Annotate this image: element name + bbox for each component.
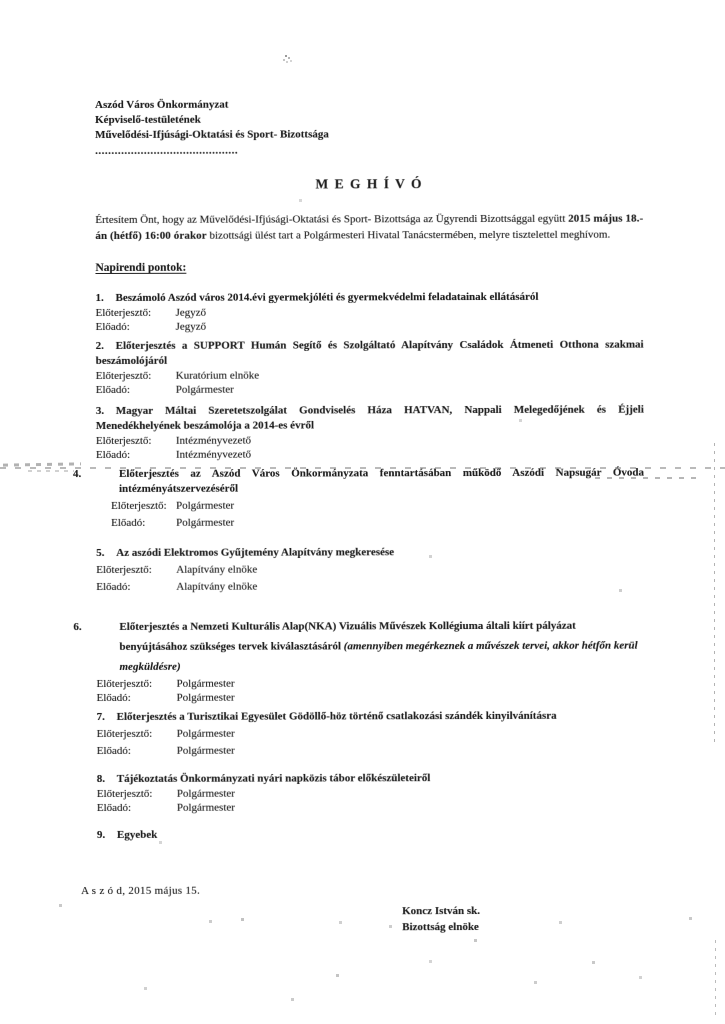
scan-speck-cluster (285, 55, 287, 57)
signature-name: Koncz István sk. (402, 904, 481, 918)
agenda-item-1 (96, 290, 644, 334)
agenda-item-3 (96, 403, 644, 462)
item-number: 5. (96, 546, 105, 559)
scan-left-margin-smudge-2 (28, 470, 74, 472)
agenda-item-5 (96, 545, 644, 596)
presenter-value: Polgármester (176, 787, 235, 800)
speaker-row (97, 742, 645, 760)
speaker-row (97, 800, 645, 815)
speaker-label: Előadó: (95, 383, 130, 396)
presenter-value: Polgármester (176, 677, 235, 690)
agenda-heading: Napirendi pontok: (95, 261, 187, 274)
presenter-label: Előterjesztő: (95, 369, 152, 382)
dotted-separator: ............................................ (95, 144, 239, 157)
speaker-value: Polgármester (176, 801, 235, 814)
item-title: Előterjesztés az Aszód Város Önkormányzata fenntartásában működő Aszódi Napsugár Óvoda intézményátszervezéséről (118, 466, 644, 495)
scan-noise-specks (0, 0, 1, 1)
agenda-item-2 (96, 338, 644, 397)
intro-text-end: bizottsági ülést tart a Polgármesteri Hivatal Tanácstermében, melyre tisztelettel meghívom. (206, 228, 611, 242)
presenter-value: Intézményvezető (175, 434, 252, 447)
item-title: Beszámoló Aszód város 2014.évi gyermekjóléti és gyermekvédelmi feladatainak ellátásáról (115, 290, 539, 304)
document-title: M E G H Í V Ó (315, 176, 423, 192)
scan-right-edge-line-2 (715, 940, 716, 1015)
speaker-row (96, 319, 644, 334)
signature-block (402, 903, 645, 936)
presenter-value: Kuratórium elnöke (175, 369, 260, 382)
speaker-value: Polgármester (176, 744, 235, 757)
presenter-row (97, 787, 645, 802)
presenter-row (96, 561, 644, 579)
sender-line-2: Képviselő-testületének (95, 113, 201, 126)
speaker-value: Jegyző (175, 320, 207, 333)
speaker-label: Előadó: (95, 448, 131, 461)
intro-text-start: Értesítem Önt, hogy az Művelődési-Ifjúsági-Oktatási és Sport- Bizottsága az Ügyrendi Bizottsággal együtt (95, 212, 569, 226)
presenter-row (96, 306, 644, 321)
item-title: Magyar Máltai Szeretetszolgálat Gondviselés Háza HATVAN, Nappali Melegedőjének és Éjjeli Menedékhelyének beszámolója a 2014-es évről (95, 403, 644, 432)
item-title: Tájékoztatás Önkormányzati nyári napközis tábor előkészületeiről (116, 772, 431, 785)
item-title-note: (amennyiben megérkeznek a művészek tervei, akkor hétfőn kerül megküldésre) (119, 639, 638, 673)
item-number: 2. (95, 339, 104, 352)
speaker-label: Előadó: (96, 801, 132, 814)
document-content (72, 97, 645, 936)
presenter-value: Jegyző (175, 306, 207, 319)
presenter-label: Előterjesztő: (95, 434, 152, 447)
scan-right-edge-line (714, 443, 715, 743)
presenter-label: Előterjesztő: (95, 306, 152, 319)
item-title: Előterjesztés a Nemzeti Kulturális Alap(NKA) Vizuális Művészek Kollégiuma általi kiírt pályázat benyújtásához szükséges tervek kiválasztásáról (119, 619, 576, 653)
speaker-value: Alapítvány elnöke (176, 580, 258, 593)
intro-paragraph (95, 212, 643, 244)
speaker-label: Előadó: (111, 516, 146, 529)
presenter-label: Előterjesztő: (96, 677, 153, 690)
speaker-row (96, 578, 644, 596)
intro-date-time: 2015 május 18.-án (hétfő) 16:00 órakor (95, 212, 644, 242)
presenter-row (96, 369, 644, 384)
presenter-row (97, 677, 645, 692)
item-title: Előterjesztés a Turisztikai Egyesület Gödöllő-höz történő csatlakozási szándék kinyilvánításra (116, 709, 557, 723)
date-line: A s z ó d, 2015 május 15. (81, 884, 201, 898)
item-number: 7. (96, 710, 105, 723)
speaker-value: Polgármester (176, 516, 235, 529)
speaker-row (97, 690, 645, 705)
speaker-row (111, 514, 644, 532)
speaker-row (96, 447, 644, 462)
item-title: Előterjesztés a SUPPORT Humán Segítő és Szolgáltató Alapítvány Családok Átmeneti Otthona szakmai beszámolójáról (95, 338, 644, 367)
presenter-value: Polgármester (176, 499, 235, 512)
presenter-value: Polgármester (176, 727, 235, 740)
sender-line-1: Aszód Város Önkormányzat (95, 98, 229, 111)
item-number: 6. (73, 621, 82, 634)
speaker-label: Előadó: (95, 320, 130, 333)
speaker-value: Polgármester (175, 383, 234, 396)
speaker-label: Előadó: (96, 691, 131, 704)
presenter-label: Előterjesztő: (96, 563, 152, 576)
agenda-item-4 (72, 466, 644, 532)
speaker-label: Előadó: (96, 744, 131, 757)
speaker-label: Előadó: (96, 580, 131, 593)
agenda-item-7 (97, 709, 645, 760)
item-number: 4. (72, 468, 82, 481)
presenter-label: Előterjesztő: (111, 499, 167, 512)
signature-role: Bizottság elnöke (402, 920, 479, 934)
agenda-item-6 (73, 616, 644, 705)
agenda-item-8 (97, 771, 645, 815)
item-number: 9. (96, 828, 106, 841)
agenda-item-9 (97, 827, 645, 843)
speaker-value: Polgármester (176, 691, 235, 704)
presenter-row (111, 497, 644, 515)
item-title: Egyebek (116, 828, 158, 841)
item-number: 1. (95, 291, 104, 304)
presenter-label: Előterjesztő: (96, 727, 153, 740)
sender-block (95, 97, 643, 156)
presenter-label: Előterjesztő: (96, 787, 153, 800)
presenter-value: Alapítvány elnöke (176, 563, 258, 576)
presenter-row (96, 434, 644, 449)
item-number: 3. (95, 404, 105, 417)
sender-line-3: Művelődési-Ifjúsági-Oktatási és Sport- Bizottsága (95, 128, 329, 141)
presenter-row (97, 725, 645, 743)
scan-left-margin-smudge (3, 462, 81, 466)
speaker-row (96, 382, 644, 397)
agenda-list (72, 290, 645, 843)
speaker-value: Intézményvezető (175, 448, 252, 461)
item-number: 8. (96, 772, 106, 785)
item-title: Az aszódi Elektromos Gyűjtemény Alapítvány megkeresése (116, 546, 395, 559)
